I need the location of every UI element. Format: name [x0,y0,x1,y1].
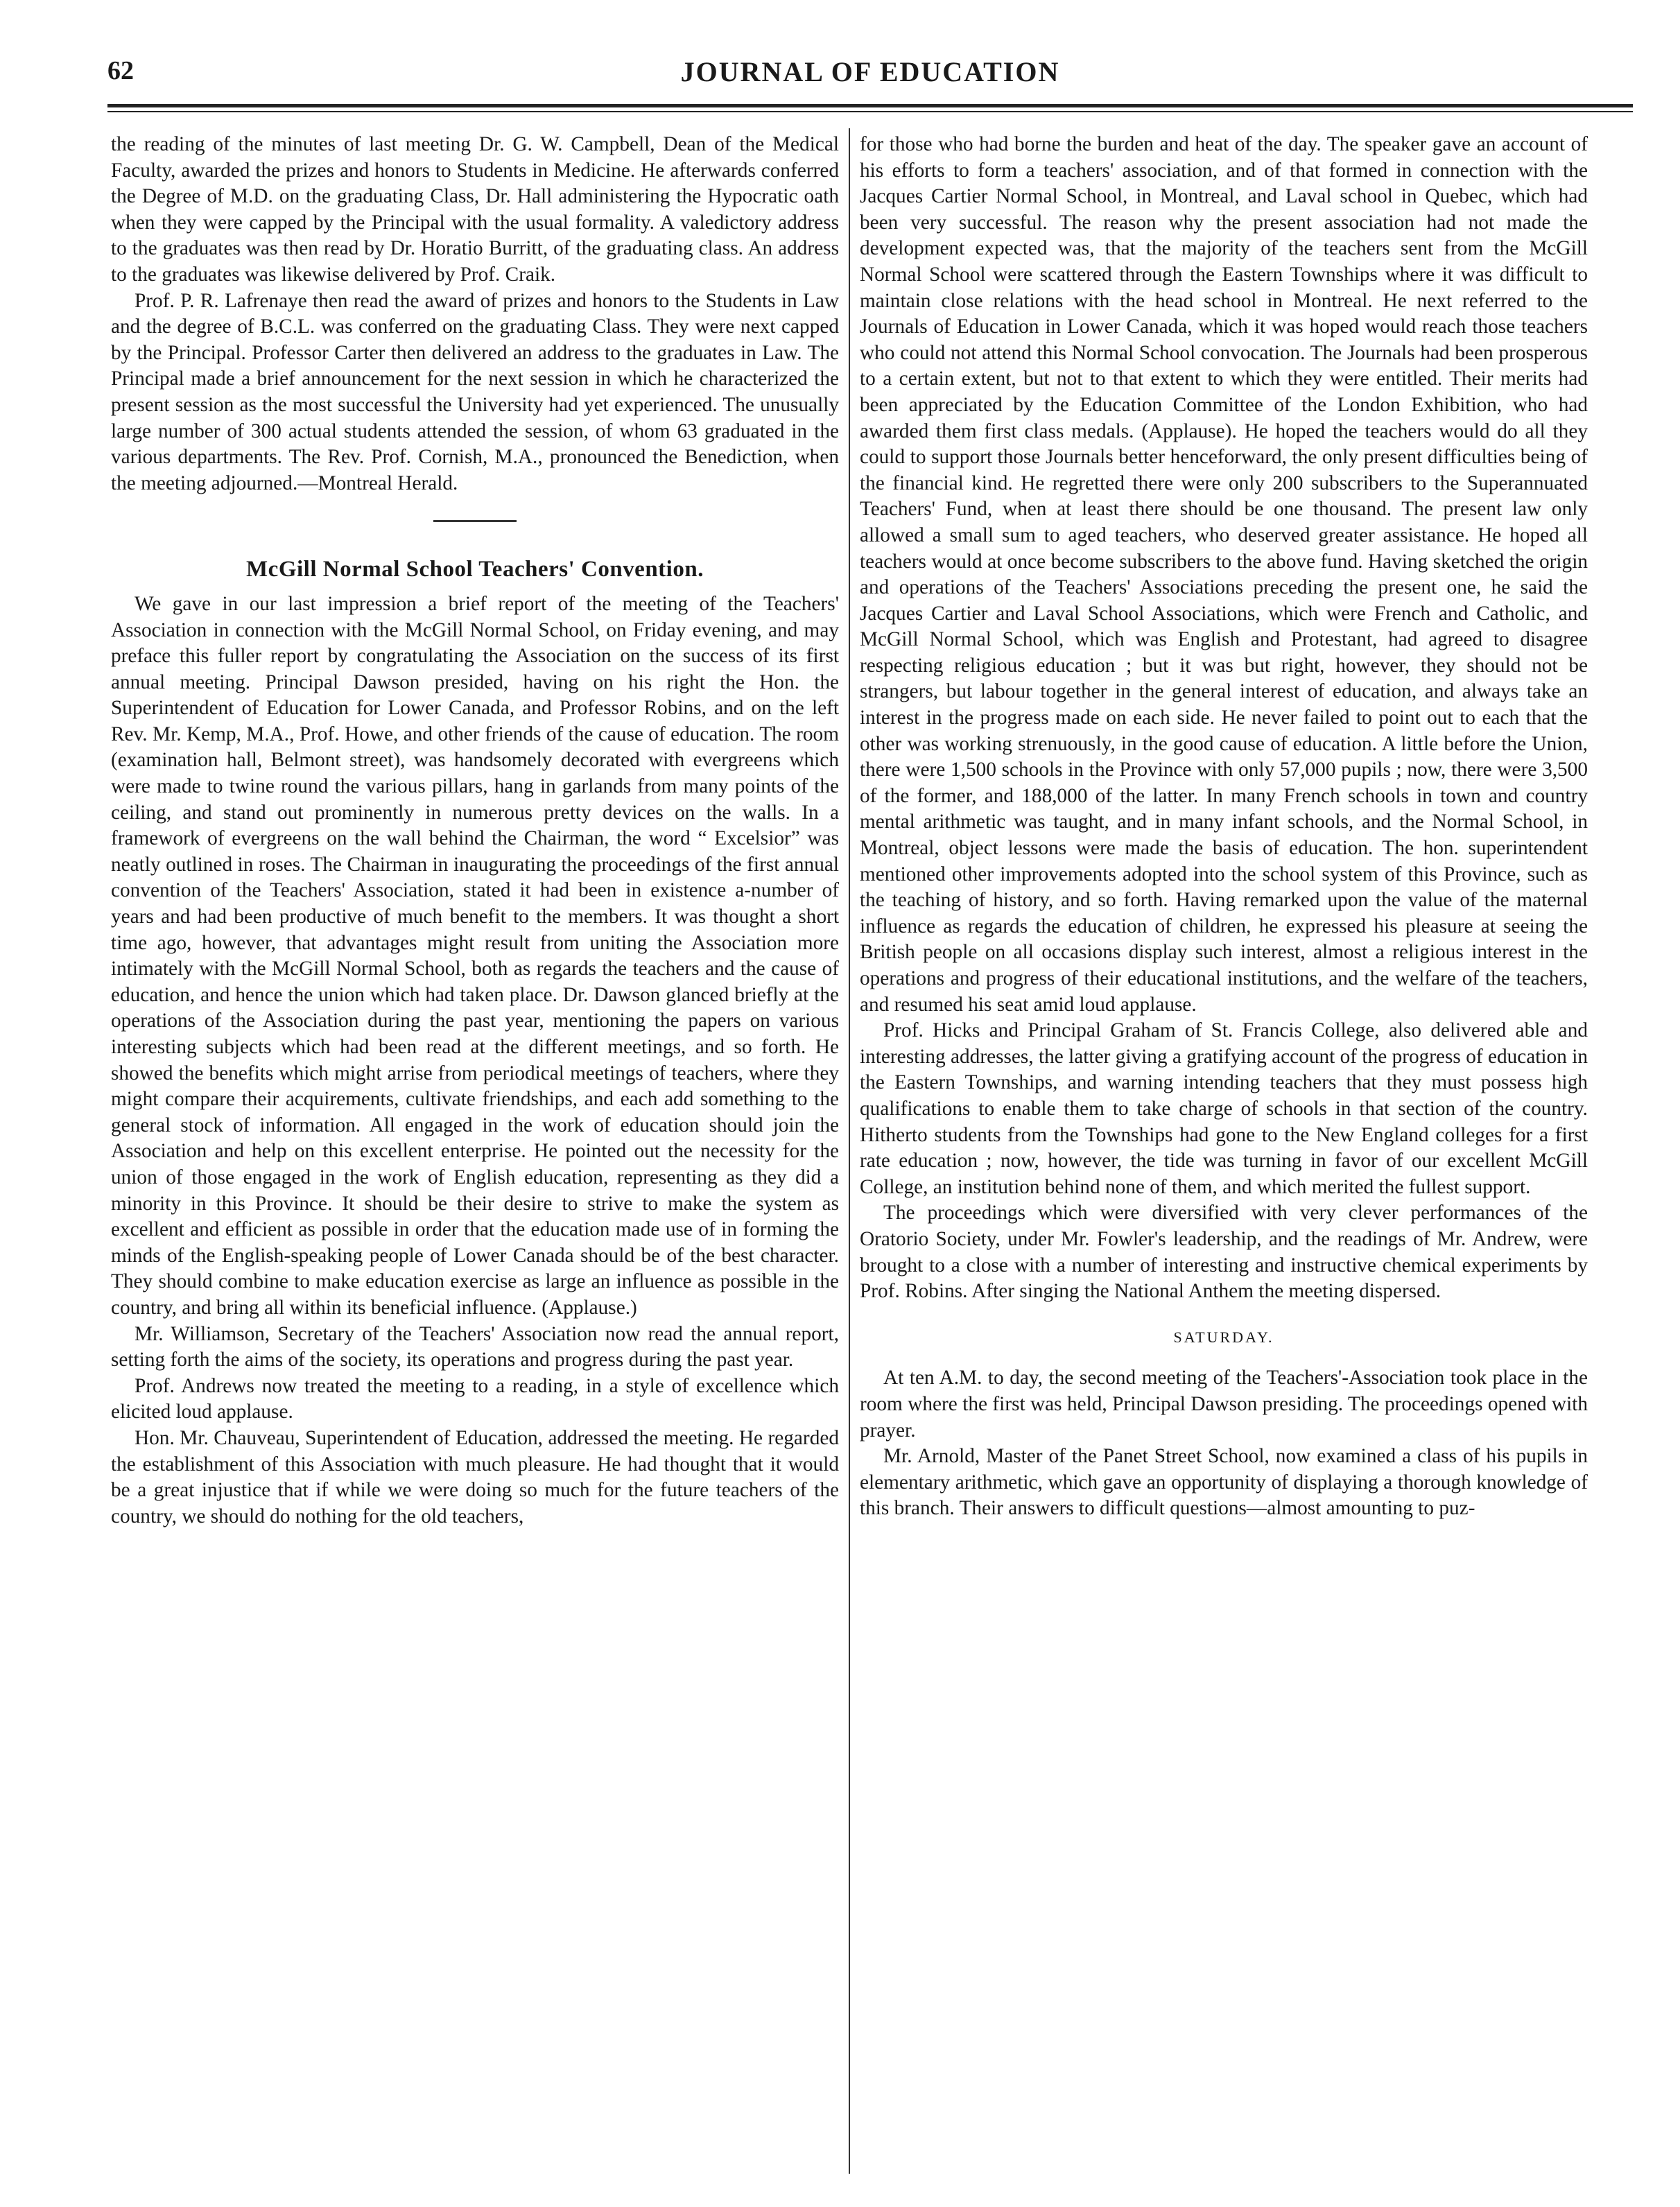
article-paragraph: for those who had borne the burden and heat of the day. The speaker gave an account of his efforts to form a teachers' association, and of that formed in connection with the Jacques Cartier Normal School, in Montreal, and Laval school in Quebec, which had been very successful. The reason why the present association had not made the development expected was, that the majority of the teachers sent from the McGill Normal School were scattered through the Eastern Townships where it was difficult to maintain close relations with the head school in Montreal. He next referred to the Journals of Education in Lower Canada, which it was hoped would reach those teachers who could not attend this Normal School convocation. The Journals had been prosperous to a certain extent, but not to that extent to which they were entitled. Their merits had been appreciated by the Education Committee of the London Exhibition, who had awarded them first class medals. (Applause). He hoped the teachers would do all they could to support those Journals better henceforward, the only present difficulties being of the financial kind. He regretted there were only 200 subscribers to the Superannuated Teachers' Fund, when at least there should be one thousand. The present law only allowed a small sum to aged teachers, who deserved greater assistance. He hoped all teachers would at once become subscribers to the above fund. Having sketched the origin and operations of the Teachers' Associations preceding the present one, he said the Jacques Cartier and Laval School Associations, which were French and Catholic, and McGill Normal School, which was English and Protestant, had agreed to disagree respecting religious education ; but it was but right, however, they should not be strangers, but labour together in the general interest of education, and always take an interest in the progress made on each side. He never failed to point out to each that the other was working strenuously, in the good cause of education. A little before the Union, there were 1,500 schools in the Province with only 57,000 pupils ; now, there were 3,500 of the former, and 188,000 of the latter. In many French schools in town and country mental arithmetic was taught, and in many infant schools, and the Normal School, in Montreal, object lessons were made the basis of education. The hon. superintendent mentioned other improvements adopted into the school system of this Province, such as the teaching of history, and so forth. Having remarked upon the value of the maternal influence as regards the education of children, he expressed his pleasure at seeing the British people on all occasions display such interest, almost a religious interest in the operations and progress of their educational institutions, and the welfare of the teachers, and resumed his seat amid loud applause. [860,133,1588,1016]
section-heading: McGill Normal School Teachers' Convention. [246,557,704,582]
page-header [107,55,1633,97]
article-paragraph: We gave in our last impression a brief report of the meeting of the Teachers' Association in connection with the McGill Normal School, on Friday evening, and may preface this fuller report by congratulating the Association on the success of its first annual meeting. Principal Dawson presided, having on his right the Hon. the Superintendent of Education for Lower Canada, and Professor Robins, and on the left Rev. Mr. Kemp, M.A., Prof. Howe, and other friends of the cause of education. The room (examination hall, Belmont street), was handsomely decorated with evergreens which were made to twine round the various pillars, hang in garlands from many points of the ceiling, and stand out prominently in numerous pretty devices on the walls. In a framework of evergreens on the wall behind the Chairman, the word “ Excelsior” was neatly outlined in roses. The Chairman in inaugurating the proceedings of the first annual convention of the Teachers' Association, stated it had been in existence a-number of years and had been productive of much benefit to the members. It was thought a short time ago, however, that advantages might result from uniting the Association more intimately with the McGill Normal School, both as regards the teachers and the cause of education, and hence the union which had taken place. Dr. Dawson glanced briefly at the operations of the Association during the past year, mentioning the papers on various interesting subjects which had been read at the different meetings, and so forth. He showed the benefits which might arrise from periodical meetings of teachers, where they might compare their acquirements, cultivate friendships, and each add something to the general stock of information. All engaged in the work of education should join the Association and help on this excellent enterprise. He pointed out the necessity for the union of those engaged in the work of English education, representing as they did a minority in this Province. It should be their desire to strive to make the system as excellent and efficient as possible in order that the education made use of in forming the minds of the English-speaking people of Lower Canada should be of the best character. They should combine to make education exercise as large an influence as possible in the country, and bring all within its beneficial influence. (Applause.) [111,592,839,1319]
article-paragraph: The proceedings which were diversified with very clever performances of the Oratorio Society, under Mr. Fowler's leadership, and the readings of Mr. Andrew, were brought to a close with a number of interesting and instructive chemical experiments by Prof. Robins. After singing the National Anthem the meeting dispersed. [860,1202,1588,1303]
saturday-heading: SATURDAY. [1173,1328,1274,1346]
article-paragraph: Prof. Hicks and Principal Graham of St. Francis College, also delivered able and interesting addresses, the latter giving a gratifying account of the progress of education in the Eastern Townships, and warning intending teachers that they must possess high qualifications to enable them to take charge of schools in that section of the country. Hitherto students from the Townships had gone to the New England colleges for a first rate education ; now, however, the tide was turning in favor of our excellent McGill College, an institution behind none of them, and which merited the fullest support. [860,1019,1588,1198]
section-separator [433,520,517,522]
header-rule-thick [107,104,1633,107]
article-paragraph: Mr. Williamson, Secretary of the Teachers' Association now read the annual report, setting forth the aims of the society, its operations and progress during the past year. [111,1322,839,1371]
article-paragraph: Prof. Andrews now treated the meeting to a reading, in a style of excellence which elicited loud applause. [111,1374,839,1423]
header-rule-thin [107,111,1633,112]
left-column [111,132,839,2184]
article-paragraph: At ten A.M. to day, the second meeting of the Teachers'-Association took place in the room where the first was held, Principal Dawson presiding. The proceedings opened with prayer. [860,1367,1588,1442]
page-number: 62 [107,56,134,85]
journal-title: JOURNAL OF EDUCATION [680,56,1060,87]
article-paragraph: Hon. Mr. Chauveau, Superintendent of Education, addressed the meeting. He regarded the establishment of this Association with much pleasure. He had thought that it would be a great injustice that if while we were doing so much for the future teachers of the country, we should do nothing for the old teachers, [111,1426,839,1527]
article-paragraph: the reading of the minutes of last meeting Dr. G. W. Campbell, Dean of the Medical Faculty, awarded the prizes and honors to Students in Medicine. He afterwards conferred the Degree of M.D. on the graduating Class, Dr. Hall administering the Hypocratic oath when they were capped by the Principal with the usual formality. A valedictory address to the graduates was then read by Dr. Horatio Burritt, of the graduating class. An address to the graduates was likewise delivered by Prof. Craik. [111,133,839,286]
article-paragraph: Mr. Arnold, Master of the Panet Street School, now examined a class of his pupils in elementary arithmetic, which gave an opportunity of displaying a thorough knowledge of this branch. Their answers to difficult questions—almost amounting to puz- [860,1445,1588,1520]
article-paragraph: Prof. P. R. Lafrenaye then read the award of prizes and honors to the Students in Law and the degree of B.C.L. was conferred on the graduating Class. They were next capped by the Principal. Professor Carter then delivered an address to the graduates in Law. The Principal made a brief announcement for the next session in which he characterized the present session as the most successful the University had yet experienced. The unusually large number of 300 actual students attended the session, of whom 63 graduated in the various departments. The Rev. Prof. Cornish, M.A., pronounced the Benediction, when the meeting adjourned.—Montreal Herald. [111,289,839,494]
column-divider [849,128,850,2174]
right-column [860,132,1588,2184]
